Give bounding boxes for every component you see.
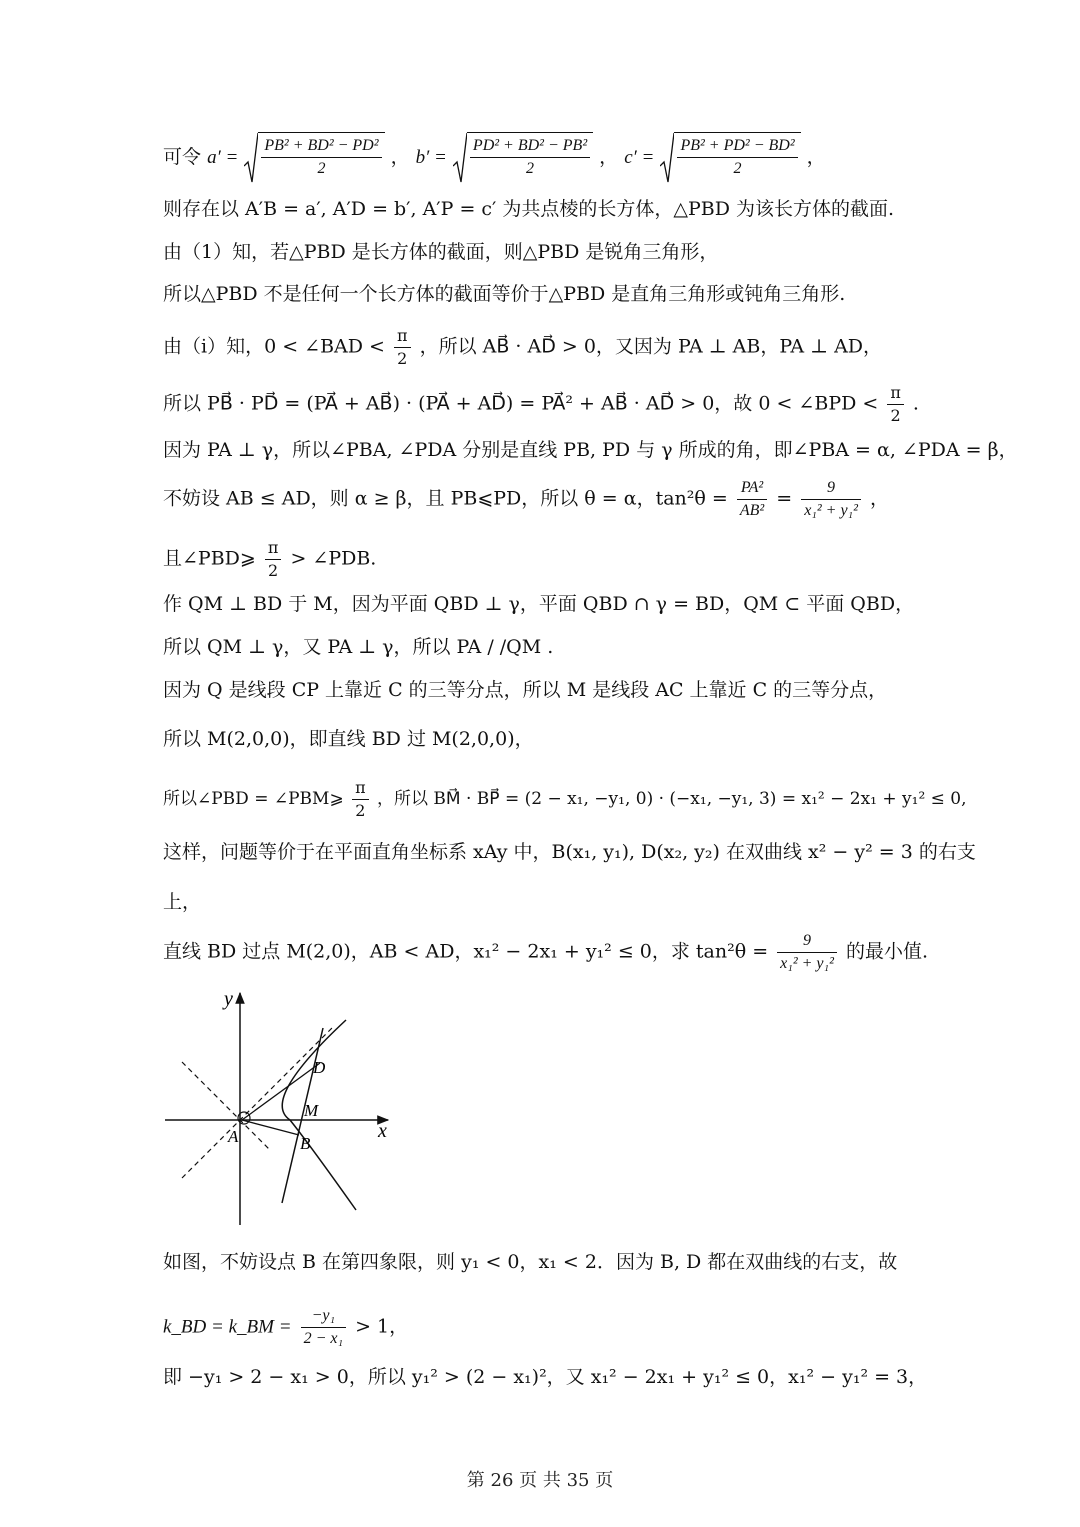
text-segment: 不妨设 AB ≤ AD，则 α ≥ β，且 PB⩽PD，所以 θ = α，tan²θ =	[163, 487, 728, 510]
line-7: 因为 PA ⊥ γ，所以∠PBA, ∠PDA 分别是直线 PB, PD 与 γ 所成的角，即∠PBA = α, ∠PDA = β，	[163, 439, 1018, 461]
separator: ，	[390, 146, 410, 168]
separator: ，	[806, 146, 826, 168]
radical-sign	[453, 132, 467, 184]
fraction-numerator: 9	[801, 477, 861, 500]
fraction-denominator: AB²	[739, 502, 765, 519]
line-5	[163, 325, 882, 370]
text-segment: ，	[869, 487, 889, 510]
fraction-numerator: PB² + BD² − PD²	[261, 135, 381, 158]
fraction-numerator: π	[265, 537, 282, 560]
text-segment: .	[912, 392, 919, 415]
line-3: 由（1）知，若△PBD 是长方体的截面，则△PBD 是锐角三角形，	[163, 241, 719, 263]
text-segment: 可令	[163, 146, 202, 168]
equals-sign: =	[776, 487, 793, 510]
fraction-numerator: 9	[777, 930, 837, 953]
fraction-denominator: x₁² + y₁²	[804, 502, 858, 519]
segment-ab	[242, 1120, 299, 1135]
radical-sign	[244, 132, 258, 184]
sqrt-c	[660, 132, 800, 184]
sqrt-b	[453, 132, 593, 184]
fraction-numerator: π	[352, 777, 369, 800]
fraction-numerator: π	[887, 382, 904, 405]
hyperbola-figure	[160, 985, 400, 1235]
line-16: 上，	[163, 891, 202, 913]
text-segment: 的最小值.	[845, 940, 928, 963]
asymptote-line	[182, 1062, 270, 1150]
separator: ，	[599, 146, 619, 168]
formula-lhs: b′ =	[415, 147, 447, 168]
line-2: 则存在以 A′B = a′, A′D = b′, A′P = c′ 为共点棱的长方体，△PBD 为该长方体的截面.	[163, 198, 895, 220]
text-segment: > 1，	[355, 1315, 409, 1338]
label-m: M	[304, 1101, 319, 1120]
fraction-denominator: 2	[268, 561, 279, 580]
fraction-denominator: 2	[397, 349, 408, 368]
page-footer: 第 26 页 共 35 页	[466, 1470, 614, 1491]
fraction-numerator: −y₁	[301, 1305, 346, 1328]
fraction-denominator: x₁² + y₁²	[780, 955, 834, 972]
fraction-numerator: π	[394, 325, 411, 348]
hyperbola-branch	[282, 1020, 356, 1210]
text-segment: 直线 BD 过点 M(2,0)，AB < AD，x₁² − 2x₁ + y₁² ≤ 0，求 tan²θ =	[163, 940, 769, 963]
line-12: 因为 Q 是线段 CP 上靠近 C 的三等分点，所以 M 是线段 AC 上靠近 C 的三等分点，	[163, 679, 888, 701]
fraction-denominator: 2	[317, 160, 326, 177]
line-19	[163, 1305, 408, 1350]
fraction-denominator: 2	[355, 801, 366, 820]
fraction-denominator: 2	[733, 160, 742, 177]
text-segment: 且∠PBD⩾	[163, 547, 256, 570]
line-11: 所以 QM ⊥ γ，又 PA ⊥ γ，所以 PA / /QM .	[163, 636, 554, 658]
text-segment: > ∠PDB.	[290, 547, 377, 570]
line-13: 所以 M(2,0,0)，即直线 BD 过 M(2,0,0)，	[163, 728, 534, 750]
y-axis-label: y	[224, 988, 233, 1010]
formula-lhs: c′ =	[624, 147, 655, 168]
line-14	[163, 777, 967, 822]
fraction-numerator: PB² + PD² − BD²	[677, 135, 797, 158]
line-1	[163, 132, 826, 184]
label-a: A	[228, 1127, 239, 1146]
line-15: 这样，问题等价于在平面直角坐标系 xAy 中，B(x₁, y₁), D(x₂, y₂) 在双曲线 x² − y² = 3 的右支	[163, 841, 976, 863]
text-segment: ，所以 BM⃗ · BP⃗ = (2 − x₁, −y₁, 0) · (−x₁, −y₁, 3) = x₁² − 2x₁ + y₁² ≤ 0,	[377, 789, 967, 809]
text-segment: 由（i）知，0 < ∠BAD <	[163, 335, 385, 358]
fraction-denominator: 2	[526, 160, 535, 177]
line-20: 即 −y₁ > 2 − x₁ > 0，所以 y₁² > (2 − x₁)²，又 x₁² − 2x₁ + y₁² ≤ 0，x₁² − y₁² = 3，	[163, 1366, 928, 1388]
label-d: D	[313, 1058, 326, 1077]
fraction-denominator: 2 − x₁	[303, 1330, 344, 1347]
line-10: 作 QM ⊥ BD 于 M，因为平面 QBD ⊥ γ，平面 QBD ∩ γ = BD，QM ⊂ 平面 QBD，	[163, 593, 915, 615]
line-4: 所以△PBD 不是任何一个长方体的截面等价于△PBD 是直角三角形或钝角三角形.	[163, 283, 846, 305]
formula-lhs: a′ =	[207, 147, 239, 168]
line-17	[163, 930, 928, 975]
radical-sign	[660, 132, 674, 184]
fraction-numerator: PA²	[737, 477, 767, 500]
sqrt-a	[244, 132, 384, 184]
fraction-denominator: 2	[890, 406, 901, 425]
line-8	[163, 477, 889, 522]
text-segment: 所以 PB⃗ · PD⃗ = (PA⃗ + AB⃗) · (PA⃗ + AD⃗) = PA⃗² + AB⃗ · AD⃗ > 0，故 0 < ∠BPD <	[163, 392, 879, 415]
line-6	[163, 382, 919, 427]
fraction-numerator: PD² + BD² − PB²	[470, 135, 590, 158]
line-9	[163, 537, 376, 582]
text-segment: 所以∠PBD = ∠PBM⩾	[163, 789, 344, 809]
text-segment: k_BD = k_BM =	[163, 1316, 292, 1338]
x-axis-label: x	[378, 1120, 387, 1142]
line-18: 如图，不妨设点 B 在第四象限，则 y₁ < 0，x₁ < 2．因为 B, D 都在双曲线的右支，故	[163, 1251, 898, 1273]
label-b: B	[300, 1134, 311, 1153]
text-segment: ，所以 AB⃗ · AD⃗ > 0，又因为 PA ⊥ AB，PA ⊥ AD，	[419, 335, 883, 358]
